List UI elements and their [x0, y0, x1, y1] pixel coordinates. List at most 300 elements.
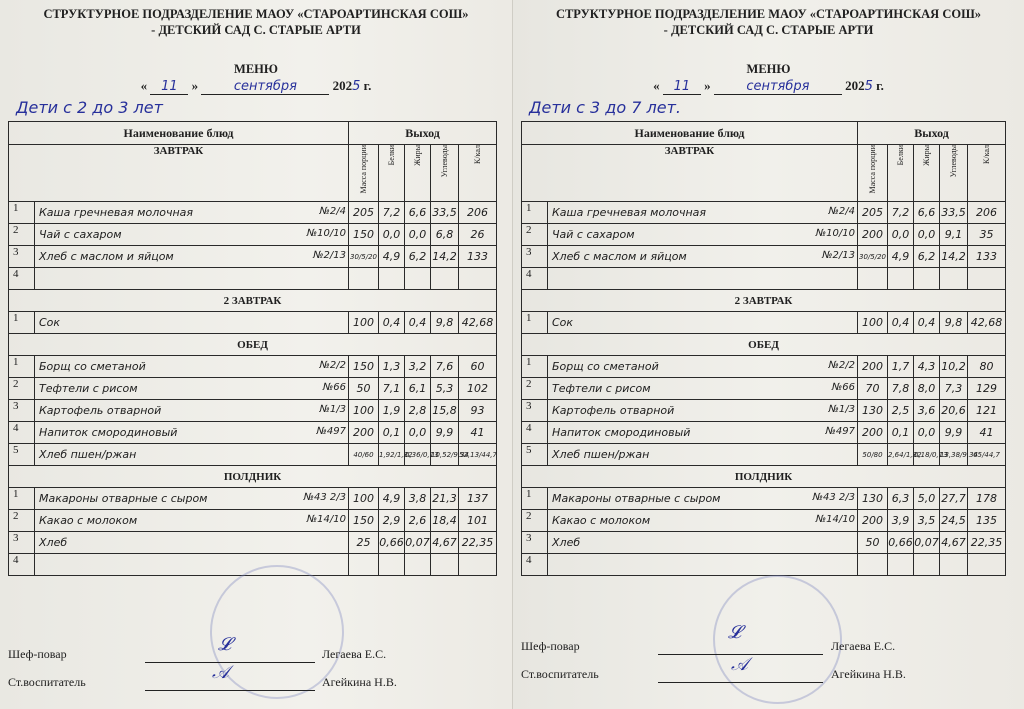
- cell-carbs: 6,8: [431, 224, 459, 246]
- menu-table: [521, 121, 1006, 576]
- col-header-protein-label: Белки: [387, 145, 396, 166]
- cell-kcal: 60: [459, 356, 497, 378]
- row-number: 2: [9, 378, 35, 400]
- col-header-protein: [379, 145, 405, 202]
- cell-protein: [379, 554, 405, 576]
- table-row: [522, 400, 1006, 422]
- dish-name: [548, 246, 858, 268]
- cell-carbs: 7,6: [431, 356, 459, 378]
- row-number: 2: [9, 224, 35, 246]
- cell-carbs: 14,2: [431, 246, 459, 268]
- cell-kcal: 137: [459, 488, 497, 510]
- cell-protein: 1,7: [888, 356, 914, 378]
- dish-label: Сок: [39, 316, 61, 329]
- cell-carbs: 9,9: [940, 422, 968, 444]
- cell-fat: 3,8: [405, 488, 431, 510]
- dish-label: Хлеб с маслом и яйцом: [552, 250, 687, 263]
- section-row: [9, 334, 497, 356]
- header-row-2: [9, 145, 497, 202]
- cell-carbs: 10,2: [940, 356, 968, 378]
- table-row: [522, 356, 1006, 378]
- cell-fat: 3,6: [914, 400, 940, 422]
- col-header-fat: [914, 145, 940, 202]
- table-row: [522, 532, 1006, 554]
- row-number: 1: [522, 488, 548, 510]
- cell-mass: 130: [858, 488, 888, 510]
- cell-mass: 30/5/20: [858, 246, 888, 268]
- recipe-ref: №43 2/3: [303, 492, 346, 503]
- dish-label: Борщ со сметаной: [39, 360, 146, 373]
- cell-fat: 6,6: [914, 202, 940, 224]
- col-header-output: Выход: [349, 122, 497, 145]
- table-row: [522, 246, 1006, 268]
- dish-name: [35, 488, 349, 510]
- dish-label: Макароны отварные с сыром: [39, 492, 208, 505]
- dish-label: Сок: [552, 316, 574, 329]
- col-header-output: Выход: [858, 122, 1006, 145]
- cell-mass: 200: [349, 422, 379, 444]
- recipe-ref: №2/4: [319, 206, 346, 217]
- cell-fat: 6,2: [914, 246, 940, 268]
- col-header-protein: [888, 145, 914, 202]
- col-header-mass: [858, 145, 888, 202]
- table-row: [9, 268, 497, 290]
- educator-label: Ст.воспитатель: [8, 675, 86, 689]
- cell-kcal: 22,35: [459, 532, 497, 554]
- row-number: 3: [522, 400, 548, 422]
- date-year-digit: 5: [352, 79, 361, 94]
- cell-mass: 200: [858, 422, 888, 444]
- dish-name: [548, 312, 858, 334]
- table-row: [9, 488, 497, 510]
- cell-fat: 0,0: [914, 224, 940, 246]
- cell-fat: 0,0: [405, 422, 431, 444]
- col-header-name: Наименование блюд: [9, 122, 349, 145]
- educator-label: Ст.воспитатель: [521, 667, 599, 681]
- cell-kcal: 101: [459, 510, 497, 532]
- dish-name: [35, 400, 349, 422]
- cell-protein: [888, 268, 914, 290]
- section-title-breakfast: [522, 145, 858, 202]
- row-number: 1: [9, 356, 35, 378]
- recipe-ref: №2/2: [319, 360, 346, 371]
- educator-name: Агейкина Н.В.: [322, 675, 397, 689]
- recipe-ref: №14/10: [306, 514, 346, 525]
- cell-fat: 0,07: [405, 532, 431, 554]
- table-row: [522, 444, 1006, 466]
- cell-carbs: 18,4: [431, 510, 459, 532]
- cell-kcal: 133: [459, 246, 497, 268]
- date-month: сентября: [714, 79, 842, 95]
- cell-kcal: [459, 554, 497, 576]
- dish-label: Чай с сахаром: [39, 228, 122, 241]
- cell-carbs: [940, 554, 968, 576]
- dish-label: Какао с молоком: [39, 514, 138, 527]
- dish-name: [35, 444, 349, 466]
- dish-label: Хлеб: [39, 536, 68, 549]
- cell-kcal: 80: [968, 356, 1006, 378]
- menu-date: « 11 » сентября 2025 г.: [140, 78, 372, 94]
- cell-carbs: 5,3: [431, 378, 459, 400]
- recipe-ref: №497: [825, 426, 855, 437]
- header-row-2: [522, 145, 1006, 202]
- cell-protein: 0,4: [379, 312, 405, 334]
- cell-fat: 2,6: [405, 510, 431, 532]
- cell-mass: [349, 268, 379, 290]
- cell-fat: [405, 554, 431, 576]
- dish-name: [35, 202, 349, 224]
- cell-mass: 200: [858, 224, 888, 246]
- cell-carbs: [940, 268, 968, 290]
- cell-mass: 100: [858, 312, 888, 334]
- table-row: [9, 422, 497, 444]
- section-title-breakfast2: 2 ЗАВТРАК: [522, 290, 1006, 312]
- cell-fat: 3,2: [405, 356, 431, 378]
- cell-mass: 205: [349, 202, 379, 224]
- cell-kcal: [968, 554, 1006, 576]
- cell-mass: 150: [349, 224, 379, 246]
- cell-kcal: [459, 268, 497, 290]
- dish-name: [35, 356, 349, 378]
- cell-mass: 205: [858, 202, 888, 224]
- table-row: [9, 444, 497, 466]
- table-row: [522, 422, 1006, 444]
- dish-label: Хлеб пшен/ржан: [39, 448, 137, 461]
- cell-fat: 4,3: [914, 356, 940, 378]
- row-number: 2: [522, 510, 548, 532]
- recipe-ref: №497: [316, 426, 346, 437]
- cell-carbs: 27,7: [940, 488, 968, 510]
- cell-kcal: 26: [459, 224, 497, 246]
- cell-fat: 0,18/0,13: [914, 444, 940, 466]
- section-row: [522, 290, 1006, 312]
- cell-carbs: 33,5: [940, 202, 968, 224]
- recipe-ref: №2/13: [822, 250, 855, 261]
- table-row: [522, 510, 1006, 532]
- table-row: [9, 356, 497, 378]
- chef-signature: 𝓛: [728, 622, 742, 643]
- cell-protein: 7,2: [379, 202, 405, 224]
- section-row: [9, 290, 497, 312]
- dish-name: [35, 224, 349, 246]
- dish-name: [548, 444, 858, 466]
- cell-fat: 8,0: [914, 378, 940, 400]
- dish-name: [548, 378, 858, 400]
- cell-fat: 6,2: [405, 246, 431, 268]
- row-number: 3: [9, 400, 35, 422]
- chef-label: Шеф-повар: [521, 639, 580, 653]
- col-header-kcal: [459, 145, 497, 202]
- section-title-snack: ПОЛДНИК: [522, 466, 1006, 488]
- cell-protein: 3,9: [888, 510, 914, 532]
- cell-protein: 1,3: [379, 356, 405, 378]
- cell-protein: 2,9: [379, 510, 405, 532]
- dish-name: [548, 422, 858, 444]
- row-number: 3: [9, 532, 35, 554]
- col-header-kcal: [968, 145, 1006, 202]
- chef-signature-line: [145, 661, 315, 663]
- recipe-ref: №10/10: [815, 228, 855, 239]
- age-group: Дети с 2 до 3 лет: [16, 98, 163, 117]
- date-month: сентября: [201, 79, 329, 95]
- cell-mass: [858, 554, 888, 576]
- cell-kcal: 178: [968, 488, 1006, 510]
- cell-mass: [858, 268, 888, 290]
- menu-date: « 11 » сентября 2025 г.: [653, 78, 884, 94]
- col-header-name: Наименование блюд: [522, 122, 858, 145]
- col-header-fat-label: Жиры: [413, 145, 422, 166]
- cell-fat: [914, 554, 940, 576]
- dish-label: Тефтели с рисом: [552, 382, 651, 395]
- col-header-carbs: [431, 145, 459, 202]
- educator-signature-line: [145, 689, 315, 691]
- recipe-ref: №1/3: [828, 404, 855, 415]
- cell-kcal: 133: [968, 246, 1006, 268]
- dish-label: Макароны отварные с сыром: [552, 492, 721, 505]
- cell-fat: 0,36/0,13: [405, 444, 431, 466]
- col-header-carbs: [940, 145, 968, 202]
- org-header: [0, 6, 512, 38]
- row-number: 4: [9, 268, 35, 290]
- cell-kcal: 121: [968, 400, 1006, 422]
- cell-kcal: 93: [459, 400, 497, 422]
- cell-carbs: 9,9: [431, 422, 459, 444]
- cell-kcal: 65/44,7: [968, 444, 1006, 466]
- row-number: 4: [522, 554, 548, 576]
- cell-kcal: 206: [968, 202, 1006, 224]
- cell-carbs: 24,5: [940, 510, 968, 532]
- col-header-kcal-label: К/кал: [473, 145, 483, 164]
- cell-protein: 0,0: [379, 224, 405, 246]
- cell-kcal: [968, 268, 1006, 290]
- row-number: 3: [522, 246, 548, 268]
- row-number: 4: [9, 422, 35, 444]
- recipe-ref: №66: [831, 382, 855, 393]
- cell-mass: 100: [349, 488, 379, 510]
- cell-protein: 4,9: [379, 488, 405, 510]
- dish-name: [548, 532, 858, 554]
- col-header-fat: [405, 145, 431, 202]
- dish-name: [35, 312, 349, 334]
- cell-carbs: [431, 268, 459, 290]
- dish-name: [35, 532, 349, 554]
- dish-name: [548, 510, 858, 532]
- cell-carbs: 9,8: [940, 312, 968, 334]
- educator-name: Агейкина Н.В.: [831, 667, 906, 681]
- table-row: [522, 488, 1006, 510]
- col-header-fat-label: Жиры: [922, 145, 931, 166]
- cell-fat: 0,4: [405, 312, 431, 334]
- cell-protein: 6,3: [888, 488, 914, 510]
- date-year-digit: 5: [864, 79, 873, 94]
- row-number: 1: [9, 488, 35, 510]
- section-title-snack: ПОЛДНИК: [9, 466, 497, 488]
- cell-mass: 130: [858, 400, 888, 422]
- col-header-kcal-label: К/кал: [982, 145, 992, 164]
- cell-fat: 6,1: [405, 378, 431, 400]
- cell-protein: 0,4: [888, 312, 914, 334]
- row-number: 4: [522, 422, 548, 444]
- dish-name: [548, 554, 858, 576]
- educator-signature: 𝒜: [731, 654, 749, 675]
- cell-protein: 4,9: [379, 246, 405, 268]
- cell-mass: 50/80: [858, 444, 888, 466]
- cell-carbs: 13,38/9,34: [940, 444, 968, 466]
- cell-mass: 40/60: [349, 444, 379, 466]
- menu-table: [8, 121, 497, 576]
- row-number: 1: [9, 312, 35, 334]
- cell-kcal: 42,68: [459, 312, 497, 334]
- section-label: ЗАВТРАК: [664, 145, 715, 157]
- menu-title: МЕНЮ: [746, 62, 791, 76]
- dish-label: Чай с сахаром: [552, 228, 635, 241]
- cell-fat: 0,0: [405, 224, 431, 246]
- dish-name: [35, 422, 349, 444]
- recipe-ref: №10/10: [306, 228, 346, 239]
- dish-name: [548, 356, 858, 378]
- table-row: [522, 202, 1006, 224]
- menu-sheet-right: [512, 0, 1024, 709]
- table-row: [9, 532, 497, 554]
- row-number: 5: [522, 444, 548, 466]
- row-number: 4: [9, 554, 35, 576]
- section-label: ЗАВТРАК: [153, 145, 204, 157]
- dish-name: [548, 268, 858, 290]
- org-line1: СТРУКТУРНОЕ ПОДРАЗДЕЛЕНИЕ МАОУ «СТАРОАРТИНСКАЯ СОШ»: [43, 7, 469, 21]
- cell-carbs: 33,5: [431, 202, 459, 224]
- row-number: 1: [522, 202, 548, 224]
- row-number: 1: [522, 312, 548, 334]
- cell-fat: [405, 268, 431, 290]
- cell-kcal: 41: [459, 422, 497, 444]
- dish-label: Каша гречневая молочная: [39, 206, 194, 219]
- table-row: [522, 554, 1006, 576]
- dish-name: [548, 202, 858, 224]
- cell-kcal: 42,68: [968, 312, 1006, 334]
- cell-kcal: 52,13/44,7: [459, 444, 497, 466]
- age-group: Дети с 3 до 7 лет.: [529, 98, 681, 117]
- cell-fat: 6,6: [405, 202, 431, 224]
- cell-fat: 2,8: [405, 400, 431, 422]
- cell-carbs: 9,1: [940, 224, 968, 246]
- section-title-breakfast: [9, 145, 349, 202]
- col-header-mass: [349, 145, 379, 202]
- col-header-carbs-label: Углеводы: [440, 145, 449, 178]
- row-number: 2: [522, 224, 548, 246]
- cell-mass: 100: [349, 400, 379, 422]
- recipe-ref: №2/4: [828, 206, 855, 217]
- cell-mass: 25: [349, 532, 379, 554]
- dish-label: Борщ со сметаной: [552, 360, 659, 373]
- cell-carbs: 9,8: [431, 312, 459, 334]
- row-number: 2: [9, 510, 35, 532]
- section-title-breakfast2: 2 ЗАВТРАК: [9, 290, 497, 312]
- cell-mass: 150: [349, 356, 379, 378]
- recipe-ref: №14/10: [815, 514, 855, 525]
- cell-protein: [888, 554, 914, 576]
- cell-fat: 0,07: [914, 532, 940, 554]
- cell-protein: [379, 268, 405, 290]
- recipe-ref: №43 2/3: [812, 492, 855, 503]
- dish-label: Напиток смородиновый: [552, 426, 691, 439]
- recipe-ref: №2/13: [313, 250, 346, 261]
- chef-name: Легаева Е.С.: [322, 647, 387, 661]
- header-row: [9, 122, 497, 145]
- table-row: [522, 268, 1006, 290]
- cell-carbs: 7,3: [940, 378, 968, 400]
- educator-signature: 𝒜: [212, 662, 230, 683]
- row-number: 5: [9, 444, 35, 466]
- chef-label: Шеф-повар: [8, 647, 67, 661]
- table-row: [9, 224, 497, 246]
- dish-label: Картофель отварной: [39, 404, 162, 417]
- section-title-lunch: ОБЕД: [9, 334, 497, 356]
- org-line1: СТРУКТУРНОЕ ПОДРАЗДЕЛЕНИЕ МАОУ «СТАРОАРТИНСКАЯ СОШ»: [555, 7, 982, 21]
- cell-protein: 4,9: [888, 246, 914, 268]
- dish-name: [35, 246, 349, 268]
- cell-protein: 0,66: [888, 532, 914, 554]
- cell-kcal: 135: [968, 510, 1006, 532]
- dish-label: Картофель отварной: [552, 404, 675, 417]
- table-row: [9, 510, 497, 532]
- dish-label: Хлеб: [552, 536, 581, 549]
- dish-name: [35, 268, 349, 290]
- col-header-protein-label: Белки: [896, 145, 905, 166]
- dish-name: [35, 378, 349, 400]
- cell-mass: 50: [349, 378, 379, 400]
- section-row: [522, 334, 1006, 356]
- section-row: [9, 466, 497, 488]
- cell-kcal: 102: [459, 378, 497, 400]
- cell-carbs: 4,67: [431, 532, 459, 554]
- date-day: 11: [663, 79, 701, 95]
- educator-signature-line: [658, 681, 823, 683]
- cell-protein: 0,0: [888, 224, 914, 246]
- chef-signature: 𝓛: [218, 634, 232, 655]
- cell-protein: 7,1: [379, 378, 405, 400]
- org-line2: - ДЕТСКИЙ САД С. СТАРЫЕ АРТИ: [663, 23, 874, 37]
- table-row: [9, 378, 497, 400]
- cell-protein: 2,5: [888, 400, 914, 422]
- recipe-ref: №2/2: [828, 360, 855, 371]
- org-line2: - ДЕТСКИЙ САД С. СТАРЫЕ АРТИ: [151, 23, 361, 37]
- cell-protein: 1,92/1,32: [379, 444, 405, 466]
- cell-fat: 5,0: [914, 488, 940, 510]
- dish-name: [548, 224, 858, 246]
- dish-name: [35, 510, 349, 532]
- cell-carbs: 4,67: [940, 532, 968, 554]
- cell-mass: 100: [349, 312, 379, 334]
- row-number: 1: [522, 356, 548, 378]
- table-row: [9, 246, 497, 268]
- cell-protein: 0,1: [379, 422, 405, 444]
- cell-mass: 70: [858, 378, 888, 400]
- table-row: [9, 312, 497, 334]
- row-number: 4: [522, 268, 548, 290]
- dish-label: Каша гречневая молочная: [552, 206, 707, 219]
- cell-mass: [349, 554, 379, 576]
- row-number: 3: [522, 532, 548, 554]
- cell-carbs: 14,2: [940, 246, 968, 268]
- dish-name: [548, 400, 858, 422]
- cell-fat: 0,0: [914, 422, 940, 444]
- cell-protein: 7,2: [888, 202, 914, 224]
- cell-carbs: 21,3: [431, 488, 459, 510]
- cell-fat: 3,5: [914, 510, 940, 532]
- col-header-carbs-label: Углеводы: [949, 145, 958, 178]
- cell-protein: 2,64/1,32: [888, 444, 914, 466]
- table-row: [522, 312, 1006, 334]
